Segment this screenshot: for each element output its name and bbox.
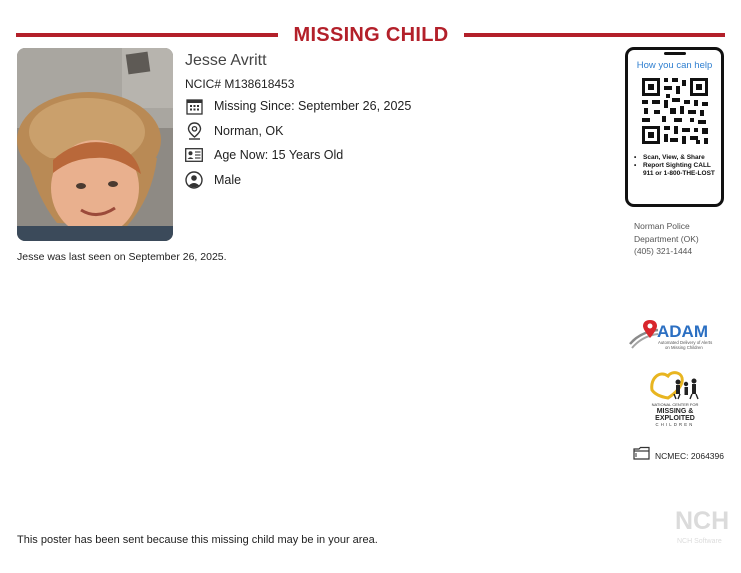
phone-notch [664,52,686,55]
folder-icon [633,446,650,465]
header-rule-right [464,33,725,37]
help-item-report: • Report Sighting CALL 911 or 1-800-THE-LOST [634,162,722,178]
adam-tagline-2: on Missing Children [665,345,703,350]
map-pin-icon [185,122,203,140]
ncmec-logo [646,368,704,430]
nch-software-logo [673,505,733,547]
adam-tagline-1: Automated Delivery of Alerts [658,340,713,345]
nch-sub: NCH Software [677,538,722,545]
last-location: Norman, OK [214,124,284,138]
ncmec-case-row [633,446,724,465]
ncmec-case-number: NCMEC: 2064396 [655,450,724,461]
agency-dept: Department (OK) [634,233,699,244]
header-rule-left [16,33,278,37]
ncmec-line-2: MISSING & [656,408,694,415]
agency-name: Norman Police [634,221,690,231]
missing-since-row [185,96,411,116]
missing-since: Missing Since: September 26, 2025 [214,99,412,113]
ncic-number: NCIC# M138618453 [185,77,295,91]
child-name: Jesse Avritt [185,52,267,69]
calendar-icon [185,97,203,115]
sex: Male [214,173,242,187]
age-row [185,145,343,165]
poster-footer-note: This poster has been sent because this missing child may be in your area. [17,534,378,546]
agency-contact [634,220,699,258]
nch-word: NCH [675,507,730,535]
help-list [634,154,722,178]
person-icon [185,171,203,189]
ncmec-line-3: EXPLOITED [655,415,695,422]
qr-code[interactable] [640,76,710,146]
id-card-icon [185,146,203,164]
poster-title: MISSING CHILD [293,24,449,46]
last-seen-text: Jesse was last seen on September 26, 2025. [17,251,227,263]
adam-word: ADAM [657,322,708,341]
help-heading: How you can help [636,60,713,71]
sex-row [185,170,241,190]
child-photo [17,48,173,241]
ncmec-line-4: CHILDREN [655,422,695,427]
help-item-share: • Scan, View, & Share [634,154,722,162]
adam-logo [628,318,720,354]
how-to-help-panel [625,47,724,207]
age-now: Age Now: 15 Years Old [214,148,344,162]
location-row [185,121,283,141]
agency-phone[interactable]: (405) 321-1444 [634,246,693,256]
ncmec-line-1: NATIONAL CENTER FOR [651,402,699,407]
